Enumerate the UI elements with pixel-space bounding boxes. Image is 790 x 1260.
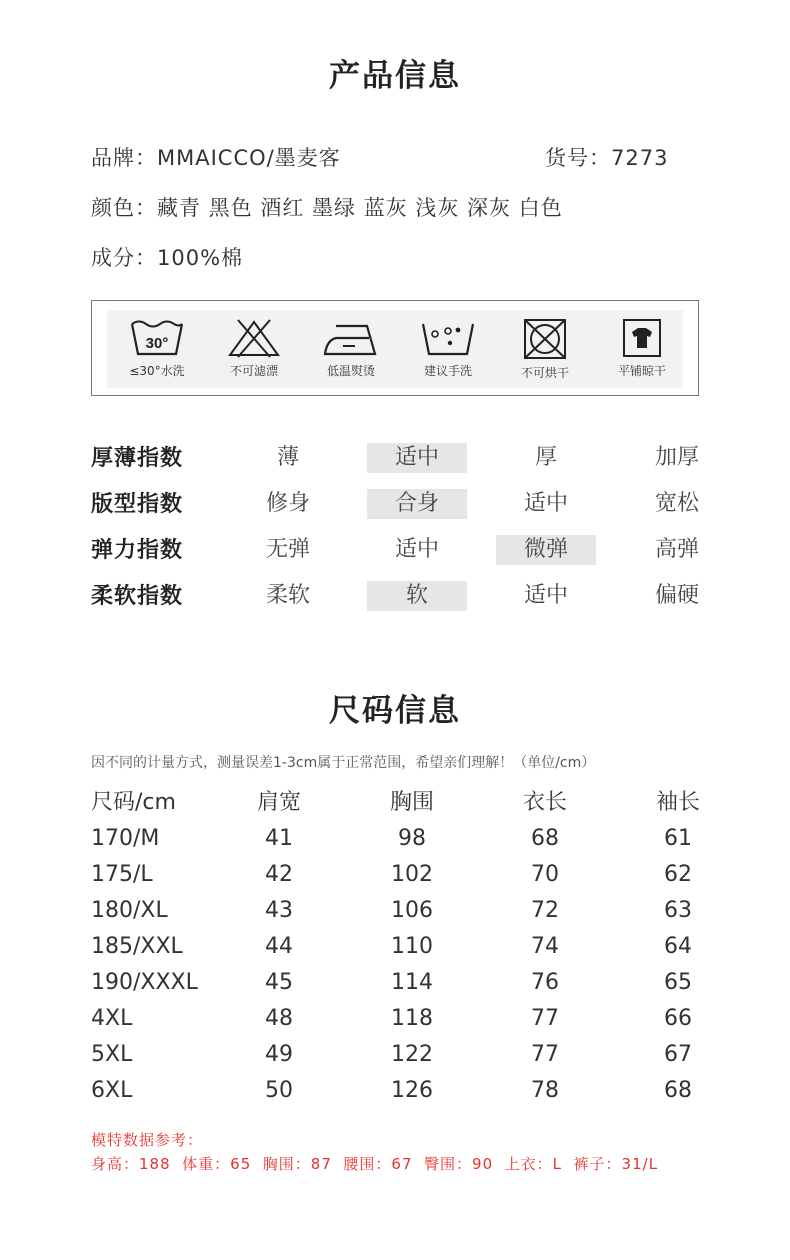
size-cell: 190/XXXL [91, 970, 198, 995]
index-option-selected: 微弹 [496, 535, 596, 565]
value-cell: 62 [664, 862, 692, 887]
value-cell: 118 [391, 1006, 433, 1031]
value-cell: 102 [391, 862, 433, 887]
value-cell: 74 [531, 934, 559, 959]
table-row [91, 965, 711, 1001]
value-cell: 70 [531, 862, 559, 887]
iron-low-icon [321, 318, 381, 358]
index-option-selected: 合身 [367, 489, 467, 519]
care-item-dry-flat [592, 310, 692, 388]
no-bleach-icon [226, 318, 282, 358]
table-row [91, 1037, 711, 1073]
size-cell: 4XL [91, 1006, 133, 1031]
value-cell: 68 [664, 1078, 692, 1103]
header-cell: 肩宽 [256, 790, 301, 815]
care-label: 建议手洗 [423, 364, 472, 378]
table-row [91, 929, 711, 965]
header-cell: 尺码/cm [91, 790, 176, 815]
value-cell: 61 [664, 826, 692, 851]
index-option: 柔软 [265, 583, 310, 608]
size-cell: 180/XL [91, 898, 168, 923]
index-option: 适中 [394, 537, 439, 562]
value-cell: 77 [531, 1006, 559, 1031]
index-row-softness [91, 581, 711, 613]
care-symbols-panel [91, 300, 699, 396]
index-option: 适中 [523, 583, 568, 608]
value-cell: 78 [531, 1078, 559, 1103]
care-item-no-bleach [204, 310, 304, 388]
index-option: 偏硬 [654, 583, 699, 608]
value-cell: 43 [265, 898, 293, 923]
care-item-wash-30 [107, 310, 207, 388]
value-cell: 64 [664, 934, 692, 959]
table-row [91, 893, 711, 929]
index-option-selected: 软 [367, 581, 467, 611]
value-cell: 65 [664, 970, 692, 995]
value-cell: 110 [391, 934, 433, 959]
value-cell: 50 [265, 1078, 293, 1103]
sku-text: 货号：7273 [545, 146, 669, 170]
value-cell: 45 [265, 970, 293, 995]
index-option: 薄 [276, 445, 299, 470]
value-cell: 114 [391, 970, 433, 995]
dry-flat-icon [614, 318, 670, 358]
value-cell: 41 [265, 826, 293, 851]
index-row-fit [91, 489, 711, 521]
value-cell: 48 [265, 1006, 293, 1031]
product-info-title: 产品信息 [329, 58, 461, 94]
value-cell: 77 [531, 1042, 559, 1067]
size-cell: 175/L [91, 862, 153, 887]
index-row-elasticity [91, 535, 711, 567]
value-cell: 122 [391, 1042, 433, 1067]
model-title: 模特数据参考： [91, 1131, 204, 1149]
value-cell: 106 [391, 898, 433, 923]
header-cell: 胸围 [389, 790, 434, 815]
table-row [91, 821, 711, 857]
care-label: 低温熨烫 [326, 364, 375, 378]
index-label: 版型指数 [91, 492, 184, 517]
size-cell: 6XL [91, 1078, 133, 1103]
value-cell: 44 [265, 934, 293, 959]
header-cell: 衣长 [522, 790, 567, 815]
care-item-no-tumble-dry [495, 310, 595, 388]
brand-text: 品牌：MMAICCO/墨麦客 [91, 146, 341, 170]
care-label: 平铺晾干 [617, 364, 666, 378]
value-cell: 49 [265, 1042, 293, 1067]
index-option: 宽松 [654, 491, 699, 516]
care-label: 不可烘干 [520, 366, 569, 380]
index-label: 弹力指数 [91, 538, 184, 563]
index-label: 柔软指数 [91, 584, 184, 609]
care-item-hand-wash [398, 310, 498, 388]
header-cell: 袖长 [655, 790, 700, 815]
wash-30-icon [129, 318, 185, 358]
value-cell: 68 [531, 826, 559, 851]
value-cell: 98 [398, 826, 426, 851]
index-option: 高弹 [654, 537, 699, 562]
index-option: 修身 [265, 491, 310, 516]
index-row-thickness [91, 443, 711, 475]
material-text: 成分：100%棉 [91, 246, 244, 270]
colors-text: 颜色：藏青 黑色 酒红 墨绿 蓝灰 浅灰 深灰 白色 [91, 196, 563, 220]
size-cell: 5XL [91, 1042, 133, 1067]
value-cell: 126 [391, 1078, 433, 1103]
index-option: 无弹 [265, 537, 310, 562]
table-row [91, 1073, 711, 1109]
value-cell: 67 [664, 1042, 692, 1067]
hand-wash-icon [420, 318, 476, 358]
care-label: ≤30°水洗 [129, 364, 185, 378]
index-option: 加厚 [654, 445, 699, 470]
table-row [91, 857, 711, 893]
value-cell: 63 [664, 898, 692, 923]
model-details: 身高：188 体重：65 胸围：87 腰围：67 臀围：90 上衣：L 裤子：31/L [91, 1155, 659, 1173]
value-cell: 42 [265, 862, 293, 887]
care-item-iron-low [301, 310, 401, 388]
table-row [91, 1001, 711, 1037]
value-cell: 72 [531, 898, 559, 923]
value-cell: 66 [664, 1006, 692, 1031]
care-label: 不可滤漂 [229, 364, 278, 378]
size-cell: 185/XXL [91, 934, 183, 959]
size-table-header [91, 785, 711, 821]
size-cell: 170/M [91, 826, 160, 851]
index-option-selected: 适中 [367, 443, 467, 473]
no-tumble-dry-icon [517, 318, 573, 360]
index-option: 适中 [523, 491, 568, 516]
value-cell: 76 [531, 970, 559, 995]
size-note: 因不同的计量方式，测量误差1-3cm属于正常范围，希望亲们理解！（单位/cm） [91, 755, 596, 771]
index-label: 厚薄指数 [91, 446, 184, 471]
size-info-title: 尺码信息 [329, 693, 461, 729]
index-option: 厚 [534, 445, 557, 470]
svg-text:30°: 30° [145, 335, 169, 352]
